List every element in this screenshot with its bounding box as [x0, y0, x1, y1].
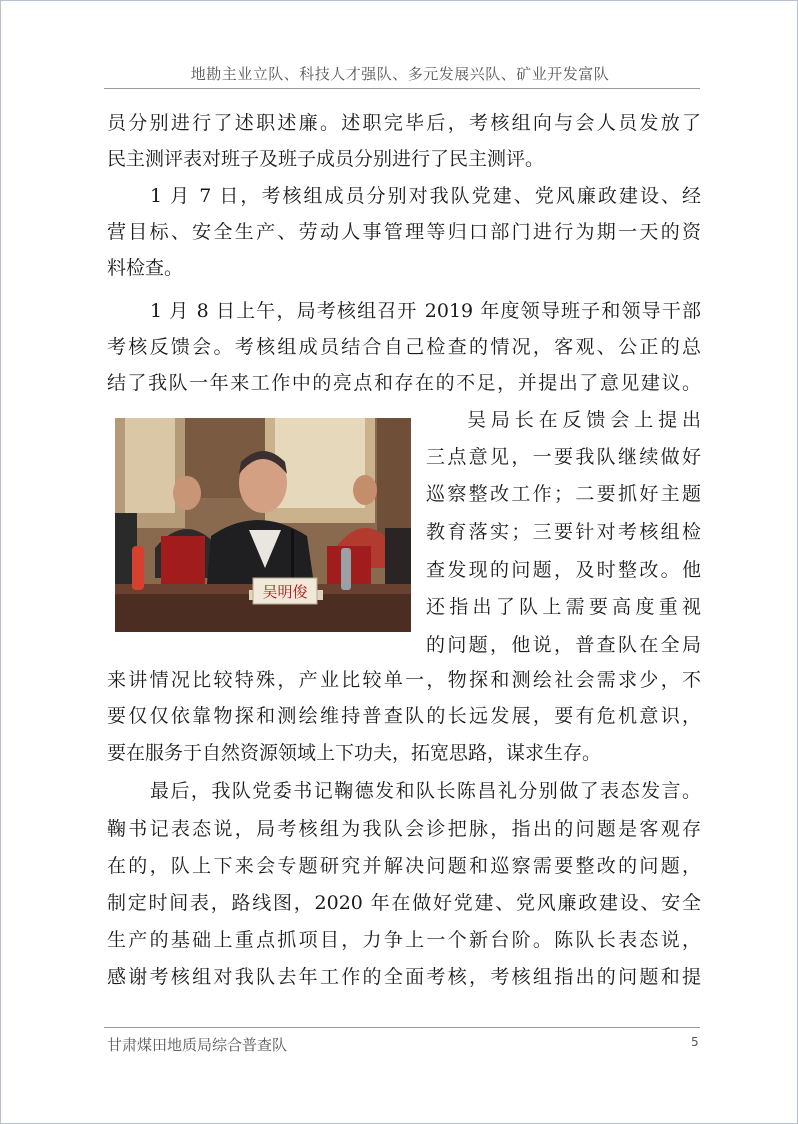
body-line: 生产的基础上重点抓项目，力争上一个新台阶。陈队长表态说， — [107, 929, 701, 951]
body-line: 员分别进行了述职述廉。述职完毕后，考核组向与会人员发放了 — [107, 112, 701, 134]
body-line: 要仅仅依靠物探和测绘维持普查队的长远发展，要有危机意识， — [107, 705, 701, 727]
footer-divider — [104, 1027, 700, 1028]
body-line: 三点意见，一要我队继续做好 — [426, 446, 701, 468]
body-line: 制定时间表，路线图，2020 年在做好党建、党风廉政建设、安全 — [107, 892, 701, 914]
body-line: 感谢考核组对我队去年工作的全面考核，考核组指出的问题和提 — [107, 966, 701, 988]
body-line: 考核反馈会。考核组成员结合自己检查的情况，客观、公正的总 — [107, 336, 701, 358]
body-line: 吴局长在反馈会上提出 — [467, 409, 701, 431]
body-line: 还指出了队上需要高度重视 — [426, 596, 701, 618]
body-line: 料检查。 — [107, 257, 184, 279]
body-line: 教育落实；三要针对考核组检 — [426, 521, 701, 543]
body-line: 的问题，他说，普查队在全局 — [426, 634, 701, 656]
body-line: 1 月 7 日，考核组成员分别对我队党建、党风廉政建设、经 — [150, 185, 701, 207]
running-header: 地勘主业立队、科技人才强队、多元发展兴队、矿业开发富队 — [190, 65, 610, 83]
page-number: 5 — [691, 1035, 699, 1049]
body-line: 民主测评表对班子及班子成员分别进行了民主测评。 — [107, 148, 545, 170]
body-line: 鞠书记表态说，局考核组为我队会诊把脉，指出的问题是客观存 — [107, 818, 701, 840]
body-line: 在的，队上下来会专题研究并解决问题和巡察需要整改的问题， — [107, 855, 701, 877]
nameplate-text: 吴明俊 — [262, 583, 308, 601]
body-line: 结了我队一年来工作中的亮点和存在的不足，并提出了意见建议。 — [107, 372, 701, 394]
footer-organization: 甘肃煤田地质局综合普查队 — [107, 1036, 288, 1054]
body-line: 查发现的问题，及时整改。他 — [426, 559, 701, 581]
meeting-photo — [115, 418, 411, 632]
body-line: 要在服务于自然资源领域上下功夫，拓宽思路，谋求生存。 — [107, 742, 602, 764]
body-line: 1 月 8 日上午，局考核组召开 2019 年度领导班子和领导干部 — [150, 300, 701, 322]
body-line: 巡察整改工作；二要抓好主题 — [426, 483, 701, 505]
header-divider — [104, 88, 700, 89]
body-line: 营目标、安全生产、劳动人事管理等归口部门进行为期一天的资 — [107, 221, 701, 243]
body-line: 最后，我队党委书记鞠德发和队长陈昌礼分别做了表态发言。 — [150, 780, 701, 802]
body-line: 来讲情况比较特殊，产业比较单一，物探和测绘社会需求少，不 — [107, 669, 701, 691]
